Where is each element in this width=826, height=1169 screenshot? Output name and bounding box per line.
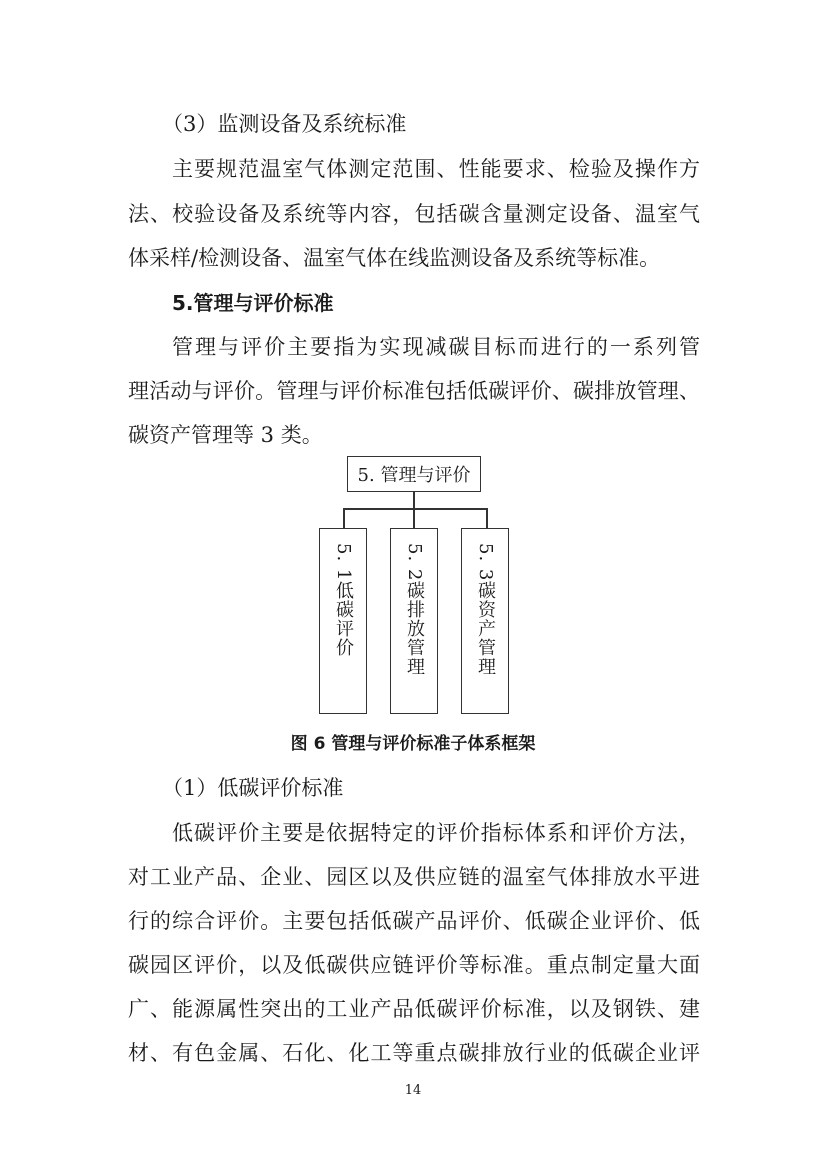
connector-line [486, 508, 488, 528]
node-label: 5. 3碳资产管理 [475, 543, 496, 677]
diagram-node-low-carbon-eval [319, 528, 367, 714]
paragraph-line: 体采样/检测设备、温室气体在线监测设备及系统等标准。 [128, 246, 661, 270]
paragraph-line: 材、有色金属、石化、化工等重点碳排放行业的低碳企业评 [128, 1041, 700, 1065]
section-heading-monitoring: （3）监测设备及系统标准 [162, 112, 407, 136]
connector-line [413, 492, 415, 509]
page-number: 14 [404, 1083, 422, 1098]
section-heading-management: 5.管理与评价标准 [172, 291, 334, 315]
paragraph-line: 管理与评价主要指为实现减碳目标而进行的一系列管 [172, 335, 700, 359]
paragraph-line: 主要规范温室气体测定范围、性能要求、检验及操作方 [172, 157, 700, 181]
paragraph-line: 行的综合评价。主要包括低碳产品评价、低碳企业评价、低 [128, 909, 700, 933]
connector-line [343, 508, 345, 528]
diagram-node-emission-management [390, 528, 438, 714]
paragraph-line: 广、能源属性突出的工业产品低碳评价标准，以及钢铁、建 [128, 997, 700, 1021]
paragraph-line: 低碳评价主要是依据特定的评价指标体系和评价方法， [172, 821, 700, 845]
node-label: 5. 1低碳评价 [333, 543, 354, 658]
paragraph-line: 法、校验设备及系统等内容，包括碳含量测定设备、温室气 [128, 202, 700, 226]
diagram-node-asset-management [461, 528, 509, 714]
paragraph-line: 对工业产品、企业、园区以及供应链的温室气体排放水平进 [128, 865, 700, 889]
paragraph-line: 碳园区评价，以及低碳供应链评价等标准。重点制定量大面 [128, 953, 700, 977]
figure-caption: 图 6 管理与评价标准子体系框架 [290, 734, 536, 754]
node-label: 5. 2碳排放管理 [404, 543, 425, 677]
diagram-root-node: 5. 管理与评价 [347, 456, 481, 492]
paragraph-line: 碳资产管理等 3 类。 [128, 423, 323, 447]
paragraph-line: 理活动与评价。管理与评价标准包括低碳评价、碳排放管理、 [128, 379, 700, 403]
connector-line [413, 508, 415, 528]
subsection-heading-low-carbon: （1）低碳评价标准 [162, 776, 344, 800]
connector-line [343, 508, 487, 510]
